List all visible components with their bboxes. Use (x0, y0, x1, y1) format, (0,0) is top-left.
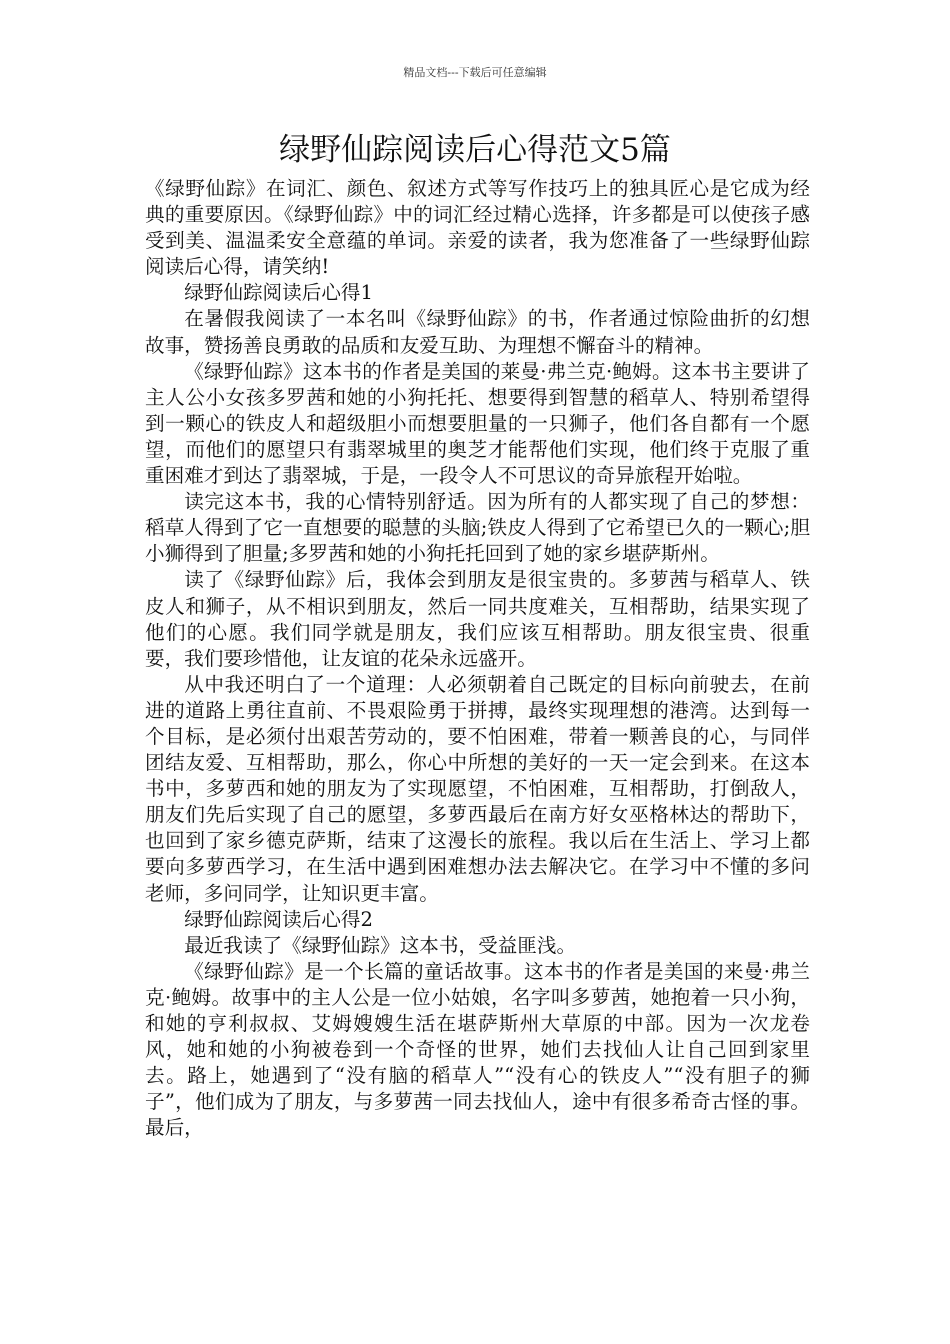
page-header: 精品文档---下载后可任意编辑 (403, 66, 547, 79)
body-paragraph: 《绿野仙踪》是一个长篇的童话故事。这本书的作者是美国的来曼·弗兰克·鲍姆。故事中的主人公是一位小姑娘，名字叫多萝茜，她抱着一只小狗，和她的亨利叔叔、艾姆嫂嫂生活在堪萨斯州大草原的中部。因为一次龙卷风，她和她的小狗被卷到一个奇怪的世界，她们去找仙人让自己回到家里去。路上，她遇到了“没有脑的稻草人”“没有心的铁皮人”“没有胆子的狮子”，他们成为了朋友，与多萝茜一同去找仙人，途中有很多希奇古怪的事。最后， (145, 959, 810, 1140)
section-heading-2: 绿野仙踪阅读后心得2 (184, 907, 373, 931)
body-paragraph: 读了《绿野仙踪》后，我体会到朋友是很宝贵的。多萝茜与稻草人、铁皮人和狮子，从不相识到朋友，然后一同共度难关，互相帮助，结果实现了他们的心愿。我们同学就是朋友，我们应该互相帮助。朋友很宝贵、很重要，我们要珍惜他，让友谊的花朵永远盛开。 (145, 568, 810, 670)
body-paragraph: 最近我读了《绿野仙踪》这本书，受益匪浅。 (184, 933, 577, 957)
intro-paragraph: 《绿野仙踪》在词汇、颜色、叙述方式等写作技巧上的独具匠心是它成为经典的重要原因。《绿野仙踪》中的词汇经过精心选择，许多都是可以使孩子感受到美、温温柔安全意蕴的单词。亲爱的读者，我为您准备了一些绿野仙踪阅读后心得，请笑纳! (145, 177, 810, 279)
document-body (145, 176, 810, 1141)
body-paragraph: 从中我还明白了一个道理：人必须朝着自己既定的目标向前驶去，在前进的道路上勇往直前、不畏艰险勇于拼搏，最终实现理想的港湾。达到每一个目标，是必须付出艰苦劳动的，要不怕困难，带着一颗善良的心，与同伴团结友爱、互相帮助，那么，你心中所想的美好的一天一定会到来。在这本书中，多萝西和她的朋友为了实现愿望，不怕困难，互相帮助，打倒敌人，朋友们先后实现了自己的愿望，多萝西最后在南方好女巫格林达的帮助下，也回到了家乡德克萨斯，结束了这漫长的旅程。我以后在生活上、学习上都要向多萝西学习，在生活中遇到困难想办法去解决它。在学习中不懂的多问老师，多问同学，让知识更丰富。 (145, 672, 810, 905)
body-paragraph: 读完这本书，我的心情特别舒适。因为所有的人都实现了自己的梦想：稻草人得到了它一直想要的聪慧的头脑;铁皮人得到了它希望已久的一颗心;胆小狮得到了胆量;多罗茜和她的小狗托托回到了她的家乡堪萨斯州。 (145, 490, 810, 566)
body-paragraph: 《绿野仙踪》这本书的作者是美国的莱曼·弗兰克·鲍姆。这本书主要讲了主人公小女孩多罗茜和她的小狗托托、想要得到智慧的稻草人、特别希望得到一颗心的铁皮人和超级胆小而想要胆量的一只狮子，他们各自都有一个愿望，而他们的愿望只有翡翠城里的奥芝才能帮他们实现，他们终于克服了重重困难才到达了翡翠城，于是，一段令人不可思议的奇异旅程开始啦。 (145, 359, 810, 488)
document-title: 绿野仙踪阅读后心得范文5篇 (279, 132, 671, 168)
section-heading-1: 绿野仙踪阅读后心得1 (184, 281, 373, 305)
body-paragraph: 在暑假我阅读了一本名叫《绿野仙踪》的书，作者通过惊险曲折的幻想故事，赞扬善良勇敢的品质和友爱互助、为理想不懈奋斗的精神。 (145, 307, 810, 357)
